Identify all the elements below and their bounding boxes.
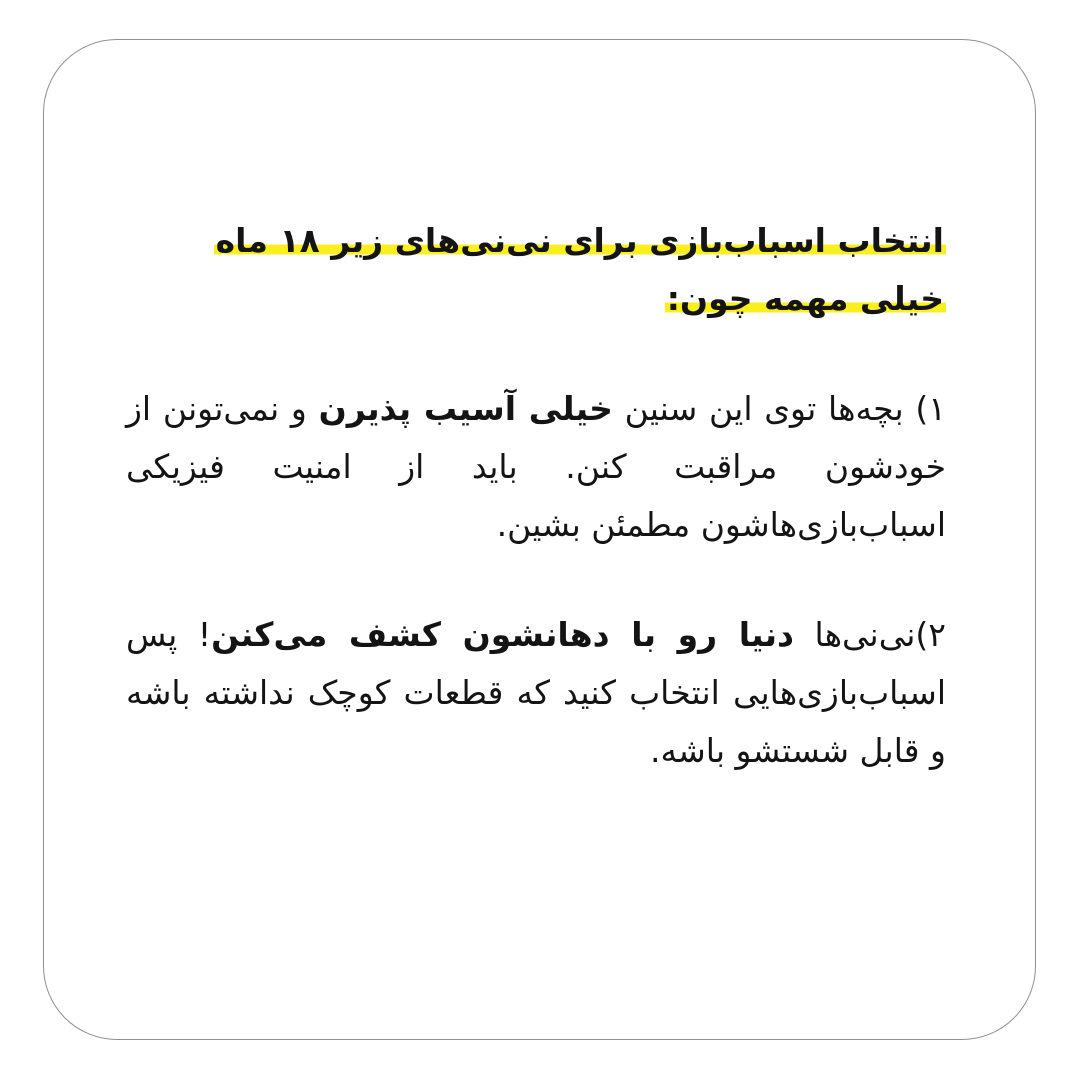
title-highlight: انتخاب اسباب‌بازی برای نی‌نی‌های زیر ۱۸ ماه خیلی مهمه چون:: [215, 221, 944, 318]
point-1-text-start: ۱) بچه‌ها توی این سنین: [612, 389, 947, 428]
post-title: [126, 212, 946, 328]
point-2-bold-text: دنیا رو با دهانشون کشف می‌کنن: [211, 615, 794, 654]
point-2-text-end: ! پس اسباب‌بازی‌هایی انتخاب کنید که قطعات کوچک نداشته باشه و قابل شستشو باشه.: [126, 615, 946, 770]
point-1-text-end: و نمی‌تونن از خودشون مراقبت کنن. باید از امنیت فیزیکی اسباب‌بازی‌هاشون مطمئن بشین.: [126, 389, 946, 544]
point-1: [126, 380, 946, 554]
point-1-bold-text: خیلی آسیب پذیرن: [318, 389, 613, 428]
point-2: [126, 606, 946, 780]
post-content: [126, 212, 946, 832]
point-2-text-start: ۲)نی‌نی‌ها: [793, 615, 946, 654]
